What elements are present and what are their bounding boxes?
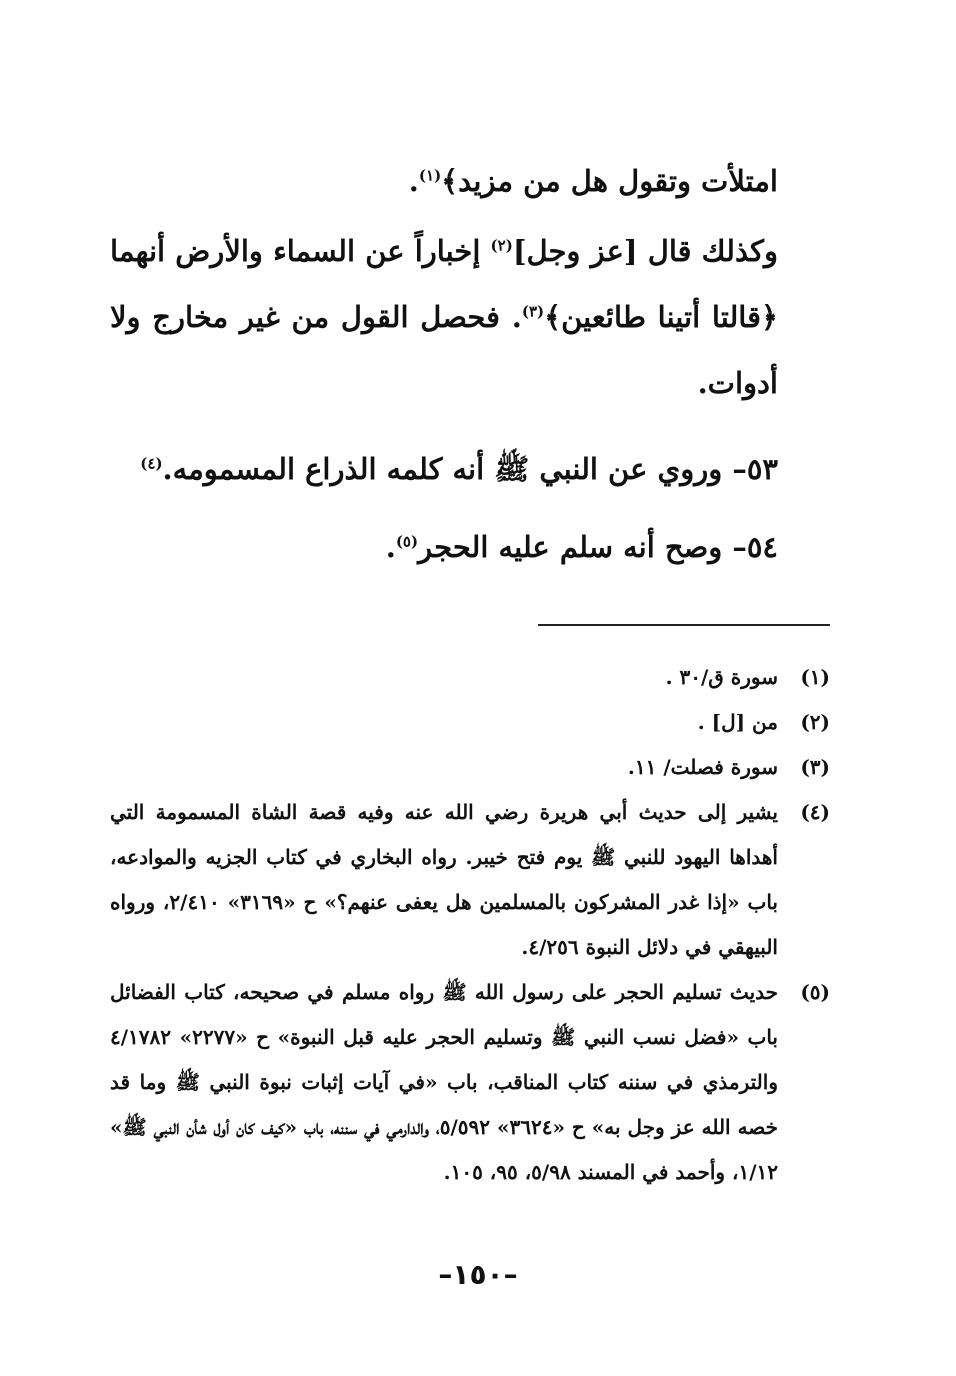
paragraph-1-text: امتلأت وتقول هل من مزيد﴾ [441, 164, 778, 198]
footnote-number: (٥) [800, 980, 830, 1004]
footnote-number: (٣) [800, 755, 830, 779]
footnote-text: يشير إلى حديث أبي هريرة رضي الله عنه وفيه قصة الشاة المسمومة التي أهداها اليهود للنبي ﷺ يوم فتح خيبر. رواه البخاري في كتاب الجزيه والموادعه، باب «إذا غدر المشركون بالمسلمين هل يعفى عنهم؟» ح «٣١٦٩» ٢/٤١٠، ورواه البيهقي في دلائل النبوة ٤/٢٥٦. [110, 800, 779, 959]
footnote-number: (٤) [800, 800, 830, 824]
footnote-ref-5: (٥) [395, 532, 419, 551]
paragraph-2-text-c: . فحصل القول من غير مخارج ولا أدوات. [110, 300, 778, 400]
footnotes [110, 655, 830, 1195]
footnote-text: حديث تسليم الحجر على رسول الله ﷺ رواه مسلم في صحيحه، كتاب الفضائل باب «فضل نسب النبي ﷺ وتسليم الحجر عليه قبل النبوة» ح «٢٢٧٧» ٤/١٧٨٢ والترمذي في سننه كتاب المناقب، باب «في آيات إثبات نبوة النبي ﷺ وما قد خصه الله عز وجل به» ح «٣٦٢٤» ٥/٥٩٢، والدارمي في سننه، باب «كيف كان أول شأن النبي ﷺ» ١/١٢، وأحمد في المسند ٥/٩٨، ٩٥، ١٠٥. [110, 980, 779, 1184]
footnote-4 [110, 790, 830, 970]
footnote-number: (١) [800, 665, 830, 689]
footnote-3 [110, 745, 830, 790]
paragraph-1 [110, 148, 778, 214]
footnote-ref-3: (٣) [521, 302, 545, 321]
paragraph-2-text-a: وكذلك قال [عز وجل] [512, 234, 778, 268]
footnote-text: سورة فصلت/ ١١. [627, 755, 778, 779]
item-53-text: ٥٣– وروي عن النبي ﷺ أنه كلمه الذراع المسمومه. [162, 452, 778, 486]
item-54-text: ٥٤– وصح أنه سلم عليه الحجر [418, 530, 778, 564]
item-54 [110, 514, 778, 580]
footnote-divider [538, 624, 830, 626]
footnote-2 [110, 700, 830, 745]
footnote-ref-1: (١) [418, 166, 442, 185]
paragraph-1-end: . [408, 164, 419, 198]
paragraph-2-text-b: إخباراً عن السماء والأرض أنهما ﴿قالتا أتينا طائعين﴾ [110, 234, 778, 334]
page-number: –١٥٠– [438, 1258, 518, 1291]
footnote-ref-2: (٢) [490, 236, 513, 255]
footnote-text: من [ل] . [697, 710, 778, 734]
footnote-5 [110, 970, 830, 1195]
main-text [110, 148, 778, 580]
footnote-ref-4: (٤) [140, 454, 163, 473]
footnote-1 [110, 655, 830, 700]
item-54-end: . [385, 530, 396, 564]
footnote-number: (٢) [800, 710, 830, 734]
footnote-text: سورة ق/٣٠ . [665, 665, 778, 689]
paragraph-2 [110, 218, 778, 416]
item-53 [110, 436, 778, 502]
